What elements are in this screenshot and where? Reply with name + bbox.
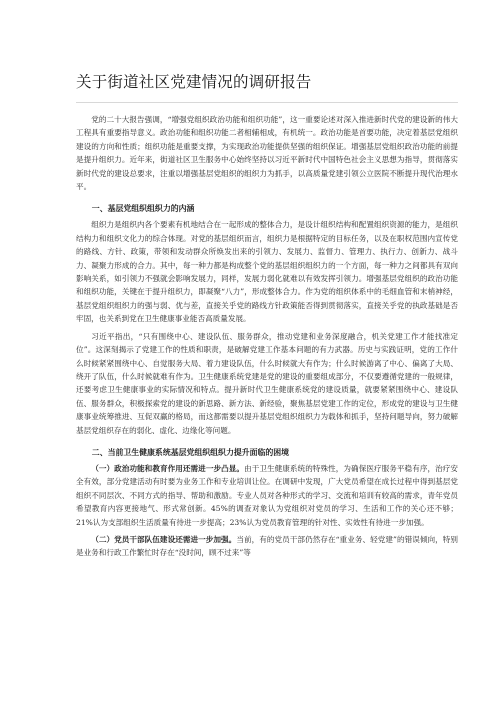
section1-paragraph-1: 组织力是组织内各个要素有机地结合在一起形成的整体合力，是设计组织结构和配置组织资源的能力，是组织结构力和组织文化力的综合体现。对党的基层组织而言，组织力是根据特定的目标任务，以及在职权范围内宣传党的路线、方针、政策，带领和发动群众所焕发出来的引领力、发展力、监督力、管理力、执行力、创新力、战斗力、凝聚力形成的合力。其中，每一种力都是构成整个党的基层组织组织力的一个方面，每一种力之间都具有双向影响关系，如引领力不强就会影响发展力，同样，发展力弱化就难以有效发挥引领力。增强基层党组织的政治功能和组织功能，关键在于提升组织力，即凝聚“八力”，形成整体合力。作为党的组织体系中的毛细血管和末梢神经，基层党组织组织力的强与弱、优与差，直接关乎党的路线方针政策能否得到贯彻落实，直接关乎党的执政基础是否牢固，也关系到党在卫生健康事业能否高质量发展。	[76, 220, 458, 324]
section2-item-1	[76, 462, 458, 529]
section2-heading: 二、当前卫生健康系统基层党组织组织力提升面临的困境	[91, 447, 290, 457]
title-divider	[76, 102, 458, 103]
section2-item-2-lead: （二）党员干部队伍建设还需进一步加强。	[91, 534, 237, 544]
section2-item-2-body: 当前，有的党员干部仍然存在“重业务、轻党建”的错误倾向，特别是业务和行政工作繁忙时存在“没时间，顾不过来”等	[76, 534, 459, 558]
spacer	[76, 193, 458, 197]
section1-heading: 一、基层党组织组织力的内涵	[91, 204, 195, 214]
section2-item-1-body: 由于卫生健康系统的特殊性，为确保医疗服务平稳有序，治疗安全有效，部分党建活动有时要为业务工作和专业培训让位。在调研中发现，广大党员希望在成长过程中得到基层党组织不同层次、不同方式的指导、帮助和激励。专业人员对各种形式的学习、交流和培训有较高的需求，青年党员希望教育内容更接地气、形式常创新。45%的调查对象认为党组织对党员的学习、生活和工作的关心还不够；21%认为支部组织生活质量有待进一步提高；23%认为党员教育管理的针对性、实效性有待进一步加强。	[76, 463, 458, 527]
section2-item-1-lead: （一）政治功能和教育作用还需进一步凸显。	[91, 463, 245, 473]
section1-paragraph-2: 习近平指出，“只有围绕中心、建设队伍、服务群众，推动党建和业务深度融合，机关党建工作才能找准定位”。这深刻揭示了党建工作的性质和职责，是破解党建工作基本问题的有力武器。历史与实践证明，党的工作什么时候紧紧围绕中心、自觉服务大局、着力建设队伍，什么时候就大有作为；什么时候游离了中心、偏离了大局、绕开了队伍，什么时候就难有作为。卫生健康系统党建是党的建设的重要组成部分，不仅要遵循党建的一般规律，还要考虑卫生健康事业的实际情况和特点。提升新时代卫生健康系统党的建设质量，就要紧紧围绕中心、建设队伍、服务群众，积极探索党的建设的新思路、新方法、新经验，聚焦基层党建工作的定位，形成党的建设与卫生健康事业统筹推进、互促双赢的格局，而这都需要以提升基层党组织组织力为载体和抓手，坚持问题导向，努力破解基层党组织存在的弱化、虚化、边缘化等问题。	[76, 331, 458, 435]
section2-item-2	[76, 533, 458, 560]
spacer	[76, 437, 458, 441]
document-title: 关于街道社区党建情况的调研报告	[76, 73, 312, 91]
intro-paragraph: 党的二十大报告强调，“增强党组织政治功能和组织功能”，这一重要论述对深入推进新时代党的建设新的伟大工程具有重要指导意义。政治功能和组织功能二者相辅相成，有机统一。政治功能是首要功能，决定着基层党组织建设的方向和性质；组织功能是重要支撑，为实现政治功能提供坚强的组织保证。增强基层党组织政治功能的前提是提升组织力。近年来，街道社区卫生服务中心始终坚持以习近平新时代中国特色社会主义思想为指导，贯彻落实新时代党的建设总要求，注重以增强基层党组织的组织力为抓手，以高质量党建引领公立医院不断提升现代治理水平。	[76, 115, 458, 192]
